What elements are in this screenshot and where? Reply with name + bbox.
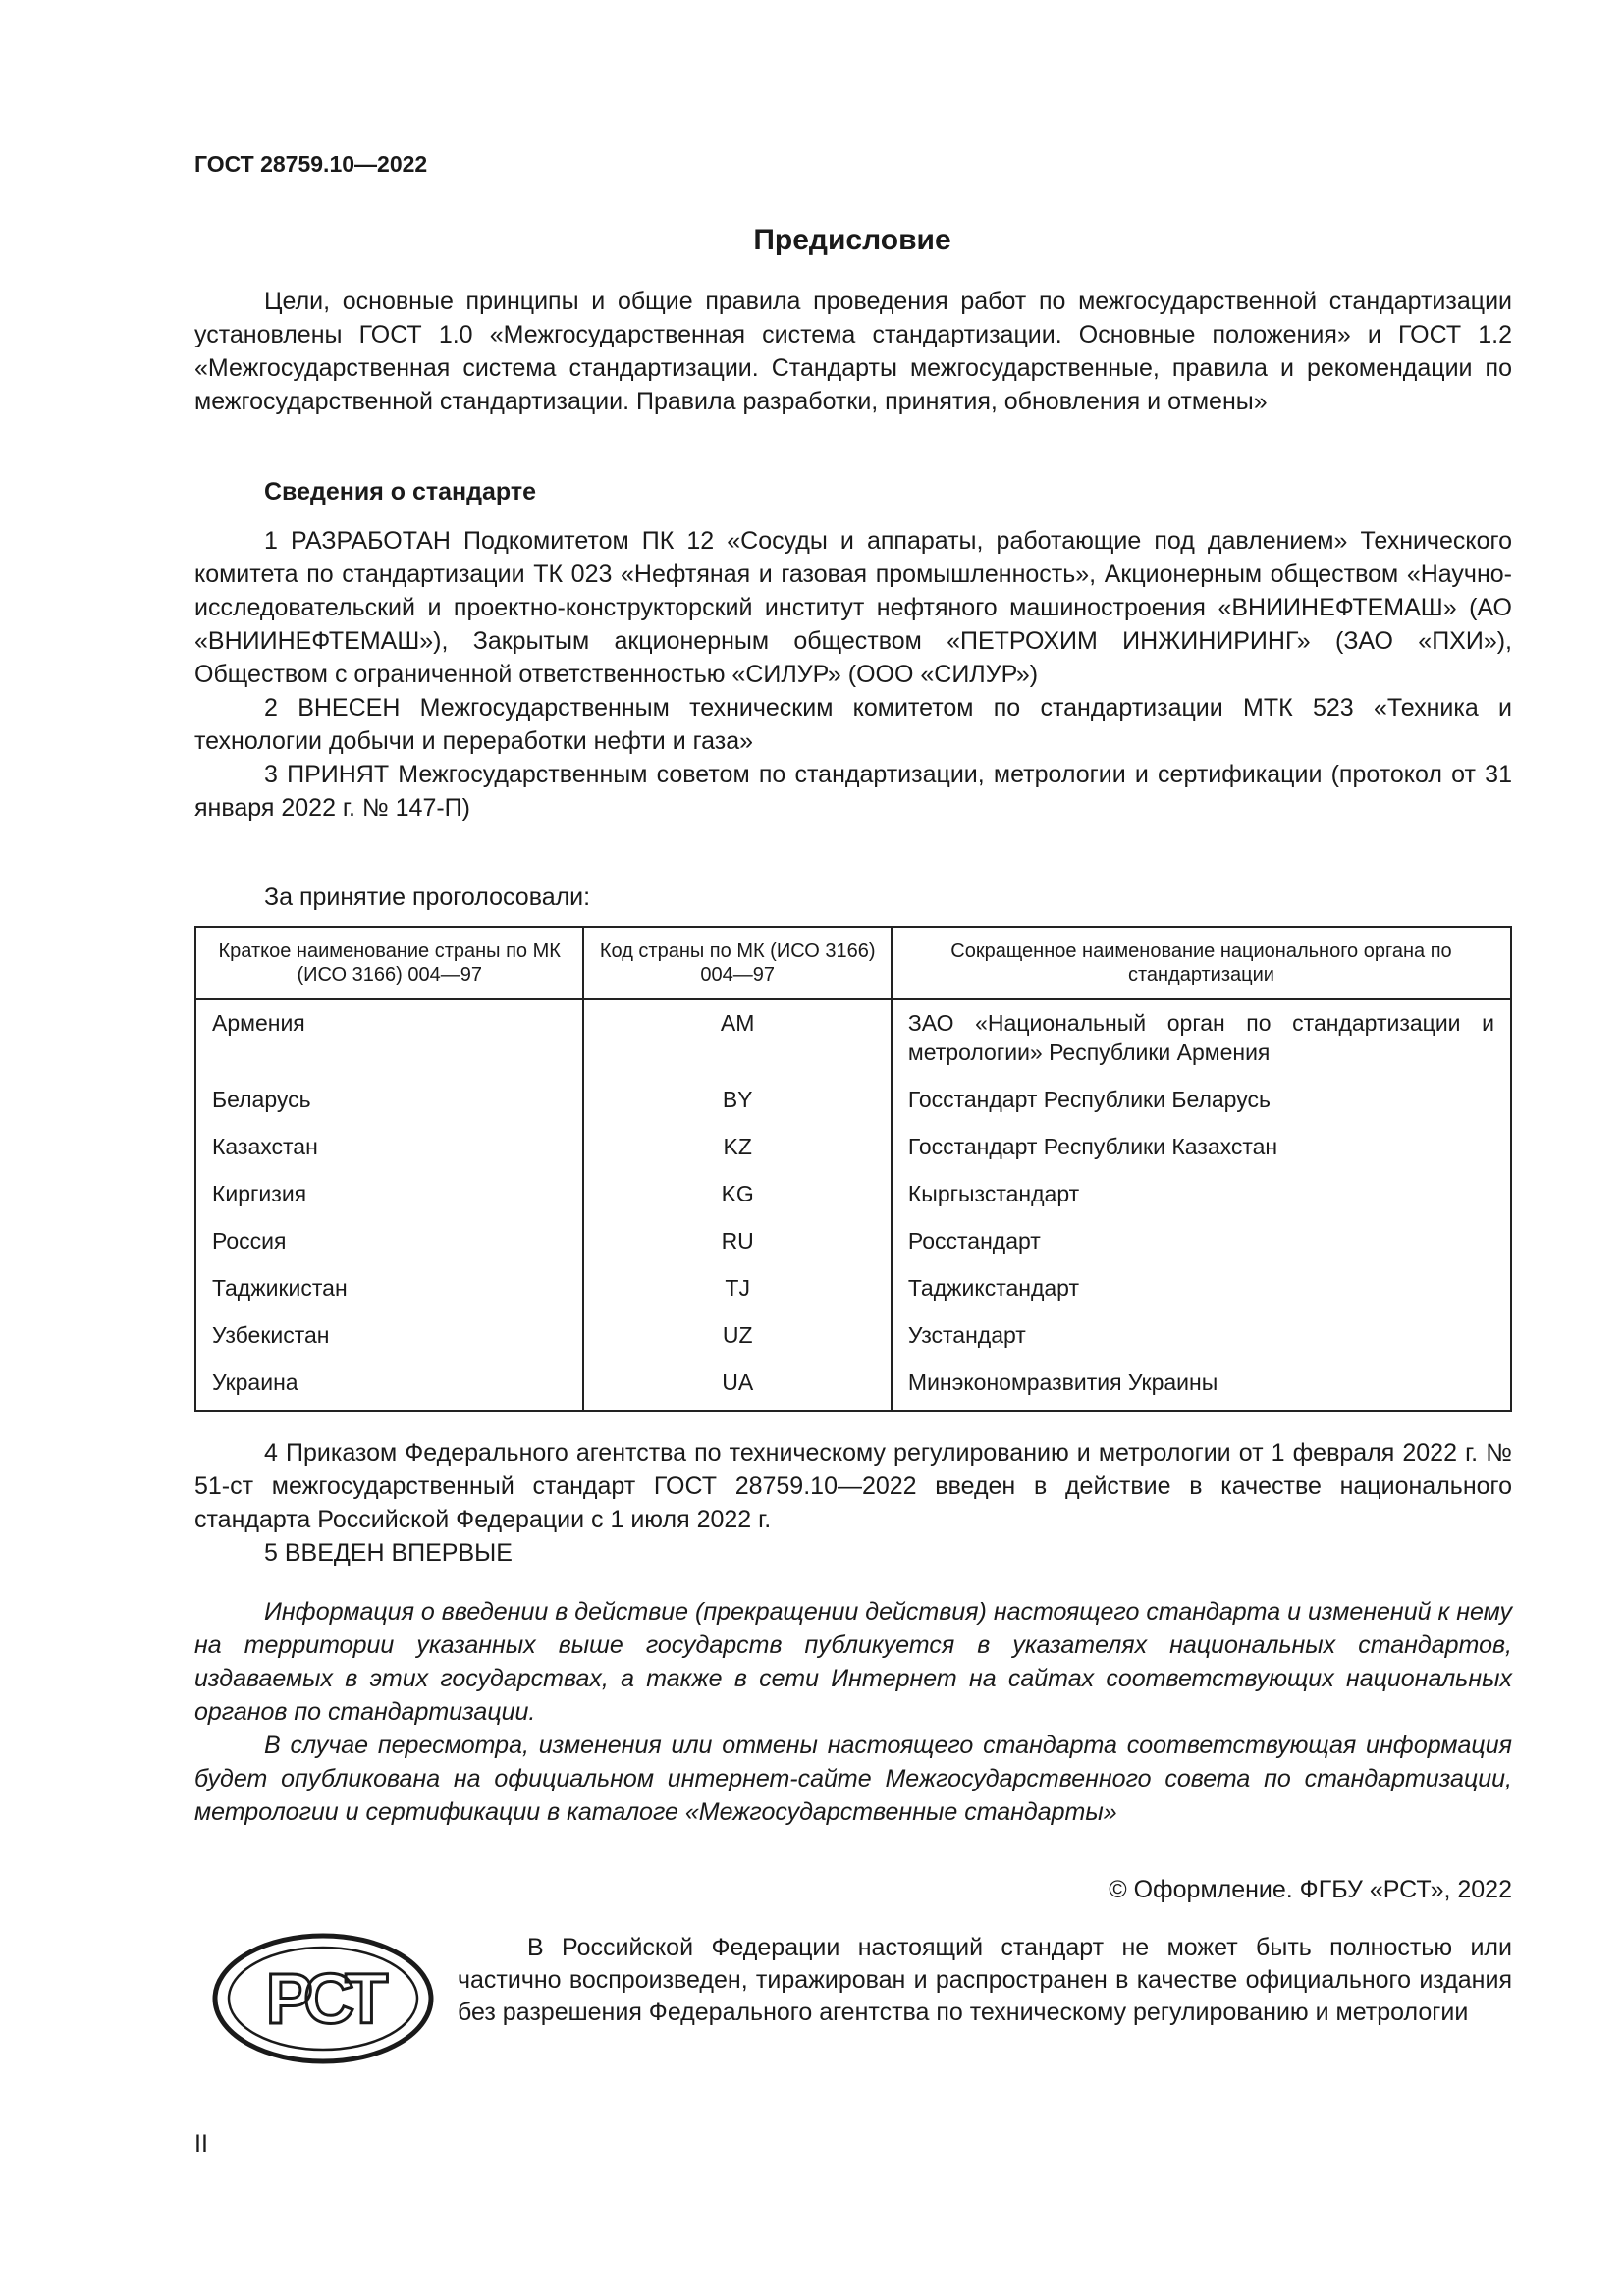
header-code: Код страны по МК (ИСО 3166) 004—97 <box>583 927 891 999</box>
org-cell: Узстандарт <box>892 1315 1511 1362</box>
code-cell: UA <box>583 1362 891 1411</box>
country-cell: Узбекистан <box>195 1315 583 1362</box>
code-cell: TJ <box>583 1268 891 1315</box>
org-cell: Кыргызстандарт <box>892 1174 1511 1221</box>
country-cell: Армения <box>195 999 583 1080</box>
code-cell: BY <box>583 1080 891 1127</box>
info-item-5: 5 ВВЕДЕН ВПЕРВЫЕ <box>264 1539 513 1567</box>
table-row <box>195 1080 1511 1127</box>
info-item-3: 3 ПРИНЯТ Межгосударственным советом по стандартизации, метрологии и сертификации (протокол от 31 января 2022 г. № 147-П) <box>194 761 1512 822</box>
votes-table <box>194 926 1512 1412</box>
italic-notes <box>194 1595 1512 1829</box>
copyright-notice <box>458 1932 1512 2029</box>
table-row <box>195 1315 1511 1362</box>
code-cell: UZ <box>583 1315 891 1362</box>
italic-note-1: Информация о введении в действие (прекращении действия) настоящего стандарта и изменений к нему на территории указанных выше государств публикуется в указателях национальных стандартов, издаваемых в этих государствах, а также в сети Интернет на сайтах соответствующих национальных органов по стандартизации. <box>194 1598 1512 1726</box>
table-row <box>195 1127 1511 1174</box>
notice-text: В Российской Федерации настоящий стандарт не может быть полностью или частично воспроизведен, тиражирован и распространен в качестве официального издания без разрешения Федерального агентства по техническому регулированию и метрологии <box>458 1934 1512 2026</box>
code-cell: KZ <box>583 1127 891 1174</box>
table-row <box>195 1221 1511 1268</box>
org-cell: Минэкономразвития Украины <box>892 1362 1511 1411</box>
rst-logo-icon <box>210 1930 436 2072</box>
code-cell: RU <box>583 1221 891 1268</box>
info-item-2: 2 ВНЕСЕН Межгосударственным техническим комитетом по стандартизации МТК 523 «Техника и технологии добычи и переработки нефти и газа» <box>194 694 1512 755</box>
table-row <box>195 1174 1511 1221</box>
org-cell: Росстандарт <box>892 1221 1511 1268</box>
org-cell: Госстандарт Республики Казахстан <box>892 1127 1511 1174</box>
voted-label-block <box>194 881 1512 914</box>
standard-info-items <box>194 524 1512 825</box>
org-cell: Таджикстандарт <box>892 1268 1511 1315</box>
standard-info-items-continued <box>194 1436 1512 1570</box>
org-cell: ЗАО «Национальный орган по стандартизации и метрологии» Республики Армения <box>892 999 1511 1080</box>
code-cell: KG <box>583 1174 891 1221</box>
intro-text: Цели, основные принципы и общие правила проведения работ по межгосударственной стандартизации установлены ГОСТ 1.0 «Межгосударственная система стандартизации. Основные положения» и ГОСТ 1.2 «Межгосударственная система стандартизации. Стандарты межгосударственные, правила и рекомендации по межгосударственной стандартизации. Правила разработки, принятия, обновления и отмены» <box>194 288 1512 415</box>
info-item-1: 1 РАЗРАБОТАН Подкомитетом ПК 12 «Сосуды и аппараты, работающие под давлением» Технического комитета по стандартизации ТК 023 «Нефтяная и газовая промышленность», Акционерным обществом «Научно-исследовательский и проектно-конструкторский институт нефтяного машиностроения «ВНИИНЕФТЕМАШ» (АО «ВНИИНЕФТЕМАШ»), Закрытым акционерным обществом «ПЕТРОХИМ ИНЖИНИРИНГ» (ЗАО «ПХИ»), Обществом с ограниченной ответственностью «СИЛУР» (ООО «СИЛУР») <box>194 527 1512 688</box>
italic-note-2: В случае пересмотра, изменения или отмены настоящего стандарта соответствующая информация будет опубликована на официальном интернет-сайте Межгосударственного совета по стандартизации, метрологии и сертификации в каталоге «Межгосударственные стандарты» <box>194 1732 1512 1826</box>
info-item-4: 4 Приказом Федерального агентства по техническому регулированию и метрологии от 1 февраля 2022 г. № 51-ст межгосударственный стандарт ГОСТ 28759.10—2022 введен в действие в качестве национального стандарта Российской Федерации с 1 июля 2022 г. <box>194 1439 1512 1533</box>
code-cell: AM <box>583 999 891 1080</box>
copyright-text: © Оформление. ФГБУ «РСТ», 2022 <box>1109 1876 1512 1903</box>
org-cell: Госстандарт Республики Беларусь <box>892 1080 1511 1127</box>
page-number: II <box>194 2130 208 2158</box>
header-country: Краткое наименование страны по МК (ИСО 3166) 004—97 <box>195 927 583 999</box>
voted-label: За принятие проголосовали: <box>264 883 591 911</box>
country-cell: Беларусь <box>195 1080 583 1127</box>
country-cell: Таджикистан <box>195 1268 583 1315</box>
country-cell: Украина <box>195 1362 583 1411</box>
intro-paragraph <box>194 285 1512 418</box>
table-header-row <box>195 927 1511 999</box>
header-org: Сокращенное наименование национального органа по стандартизации <box>892 927 1511 999</box>
standard-info-heading: Сведения о стандарте <box>264 478 537 506</box>
country-cell: Киргизия <box>195 1174 583 1221</box>
table-row <box>195 999 1511 1080</box>
country-cell: Казахстан <box>195 1127 583 1174</box>
table-row <box>195 1362 1511 1411</box>
page-title: Предисловие <box>753 224 951 256</box>
logo-lettering: РСТ <box>265 1960 381 2039</box>
country-cell: Россия <box>195 1221 583 1268</box>
table-row <box>195 1268 1511 1315</box>
document-id: ГОСТ 28759.10—2022 <box>194 151 428 177</box>
